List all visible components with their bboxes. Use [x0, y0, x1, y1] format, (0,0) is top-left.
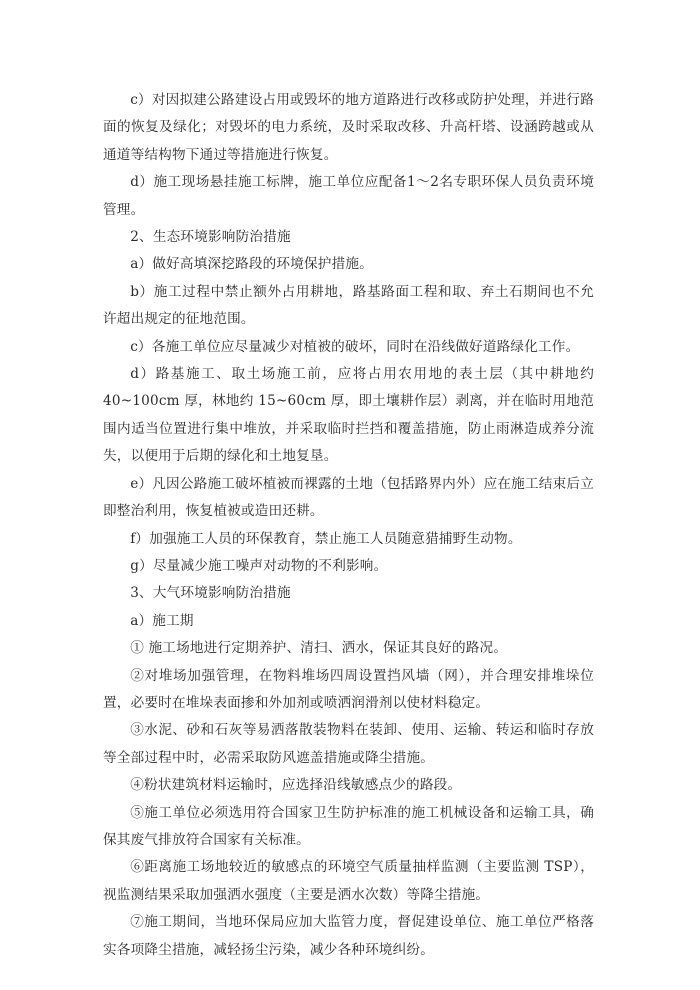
item-5-equipment-standards: ⑤施工单位必须选用符合国家卫生防护标准的施工机械设备和运输工具，确保其废气排放符合国家有关标准。 [103, 804, 594, 848]
document-page [103, 87, 594, 964]
item-3-bulk-materials: ③水泥、砂和石灰等易洒落散装物料在装卸、使用、运输、转运和临时存放等全部过程中时，必需采取防风遮盖措施或降尘措施。 [103, 722, 594, 766]
paragraph-topsoil-stripping: d）路基施工、取土场施工前，应将占用农用地的表土层（其中耕地约 40~100cm 厚，林地约 15~60cm 厚，即土壤耕作层）剥离，并在临时用地范围内适当位置进行集中堆放，并采取临时拦挡和覆盖措施，防止雨淋造成养分流失，以便用于后期的绿化和土地复垦。 [103, 366, 594, 465]
item-1-site-maintenance: ① 施工场地进行定期养护、清扫、洒水，保证其良好的路况。 [130, 640, 508, 657]
paragraph-wildlife-education: f）加强施工人员的环保教育，禁止施工人员随意猎捕野生动物。 [130, 530, 522, 547]
paragraph-noise-animals: g）尽量减少施工噪声对动物的不利影响。 [130, 557, 388, 574]
section-heading-ecological: 2、生态环境影响防治措施 [130, 229, 291, 246]
paragraph-high-fill-deep-cut: a）做好高填深挖路段的环境保护措施。 [130, 256, 373, 273]
paragraph-land-rehabilitation: e）凡因公路施工破坏植被而裸露的土地（包括路界内外）应在施工结束后立即整治利用，恢复植被或造田还耕。 [103, 475, 594, 520]
item-2-stockpile-management: ②对堆场加强管理，在物料堆场四周设置挡风墙（网），并合理安排堆垛位置，必要时在堆垛表面掺和外加剂或喷洒润滑剂以使材料稳定。 [103, 667, 594, 711]
item-6-air-monitoring: ⑥距离施工场地较近的敏感点的环境空气质量抽样监测（主要监测 TSP），视监测结果采取加强洒水强度（主要是洒水次数）等降尘措施。 [103, 859, 594, 903]
paragraph-vegetation: c）各施工单位应尽量减少对植被的破坏，同时在沿线做好道路绿化工作。 [130, 338, 580, 355]
subheading-construction-period: a）施工期 [130, 612, 194, 629]
section-heading-air: 3、大气环境影响防治措施 [130, 585, 291, 602]
paragraph-farmland-limits: b）施工过程中禁止额外占用耕地，路基路面工程和取、弃土石期间也不允许超出规定的征地范围。 [103, 283, 594, 328]
item-7-supervision: ⑦施工期间，当地环保局应加大监管力度，督促建设单位、施工单位严格落实各项降尘措施，减轻扬尘污染，减少各种环境纠纷。 [103, 914, 594, 958]
paragraph-signage-staff: d）施工现场悬挂施工标牌，施工单位应配备1～2名专职环保人员负责环境管理。 [103, 174, 594, 218]
item-4-powder-transport: ④粉状建筑材料运输时，应选择沿线敏感点少的路段。 [130, 777, 462, 794]
paragraph-road-restoration: c）对因拟建公路建设占用或毁坏的地方道路进行改移或防护处理，并进行路面的恢复及绿化；对毁坏的电力系统，及时采取改移、升高杆塔、设涵跨越或从通道等结构物下通过等措施进行恢复。 [103, 92, 594, 163]
